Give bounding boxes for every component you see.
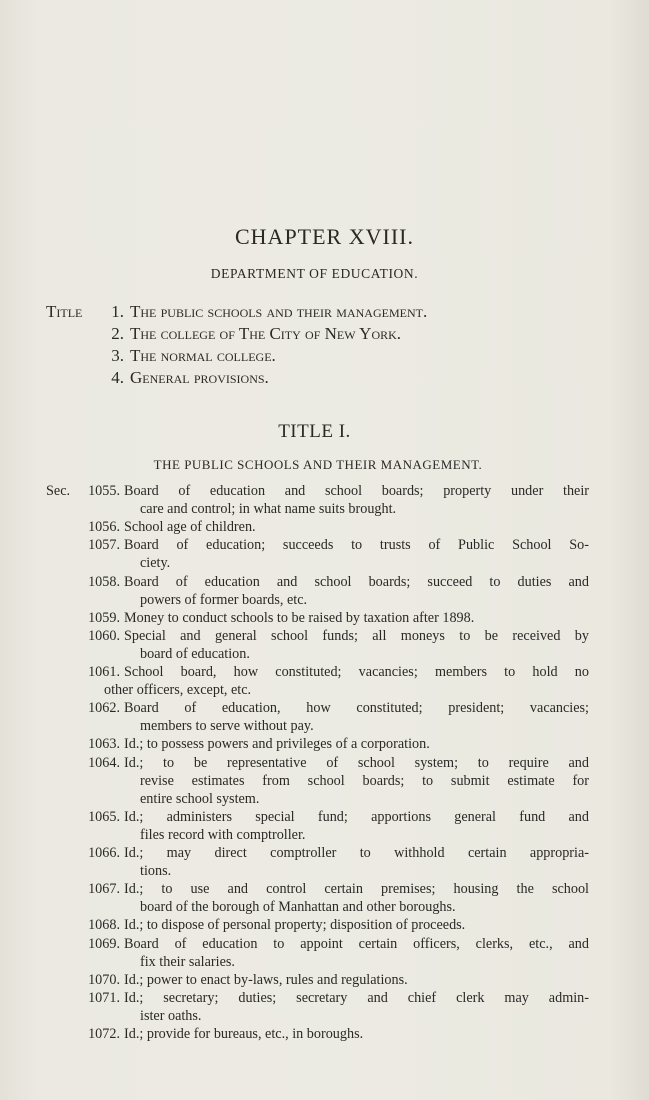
section-number: 1055. [88, 483, 120, 499]
section-text: members to serve without pay. [140, 718, 314, 735]
section-number: 1071. [88, 989, 120, 1006]
section-text: Id.; to possess powers and privileges of a corporation. [124, 736, 430, 753]
title-heading: TITLE I. [278, 421, 351, 442]
section-text: School board, how constituted; vacancies; members to hold no [124, 664, 589, 680]
section-number: 1063. [88, 736, 120, 753]
section-number: 1068. [88, 917, 120, 934]
title-text: The college of The City of New York. [130, 324, 402, 343]
section-number: 1072. [88, 1026, 120, 1042]
section-text: tions. [140, 863, 172, 880]
section-text: entire school system. [140, 790, 260, 807]
section-text: powers of former boards, etc. [140, 591, 308, 608]
section-number: 1070. [88, 971, 120, 988]
section-text: Id.; provide for bureaus, etc., in boroughs. [124, 1026, 364, 1042]
section-text: Id.; administers special fund; apportions general fund and [124, 808, 589, 825]
section-text: Board of education, how constituted; president; vacancies; [124, 700, 589, 717]
section-text: Board of education to appoint certain officers, clerks, etc., and [124, 935, 589, 952]
department-heading: DEPARTMENT OF EDUCATION. [210, 266, 419, 281]
section-text: Id.; to use and control certain premises; housing the school [124, 881, 589, 898]
title-label: Title [46, 302, 83, 321]
section-text: Board of education and school boards; property under their [124, 483, 589, 499]
section-prefix: Sec. [46, 483, 71, 499]
section-text: board of education. [140, 645, 250, 662]
section-number: 1061. [88, 664, 120, 680]
section-text: files record with comptroller. [140, 826, 306, 843]
title-text: The public schools and their management. [130, 302, 428, 321]
section-text: Board of education; succeeds to trusts of Public School So- [124, 537, 589, 554]
section-number: 1059. [88, 609, 120, 626]
section-text: Id.; to be representative of school system; to require and [124, 754, 589, 771]
section-number: 1067. [88, 881, 120, 898]
section-text: board of the borough of Manhattan and other boroughs. [140, 899, 456, 916]
chapter-heading: CHAPTER XVIII. [235, 224, 414, 249]
section-number: 1056. [88, 519, 120, 536]
section-text: Id.; power to enact by-laws, rules and regulations. [124, 971, 408, 988]
section-number: 1058. [88, 573, 120, 590]
section-text: fix their salaries. [140, 953, 235, 970]
section-number: 1066. [88, 845, 120, 861]
section-number: 1062. [88, 700, 120, 717]
title-number: 2. [111, 324, 124, 343]
section-number: 1060. [88, 627, 120, 644]
section-number: 1064. [88, 754, 120, 771]
section-text: Special and general school funds; all moneys to be received by [124, 627, 589, 644]
section-text: ister oaths. [140, 1007, 202, 1024]
section-text: care and control; in what name suits brought. [140, 501, 397, 518]
title-number: 3. [111, 346, 124, 365]
title-number: 1. [111, 302, 124, 321]
section-number: 1065. [88, 808, 120, 825]
title-subheading: THE PUBLIC SCHOOLS AND THEIR MANAGEMENT. [153, 457, 483, 472]
section-number: 1057. [88, 537, 120, 554]
title-number: 4. [111, 368, 124, 387]
section-text: School age of children. [124, 519, 256, 536]
title-text: General provisions. [130, 368, 269, 387]
section-text: other officers, except, etc. [104, 682, 252, 699]
section-text: Board of education and school boards; succeed to duties and [124, 573, 589, 590]
section-text: revise estimates from school boards; to submit estimate for [140, 772, 589, 789]
section-number: 1069. [88, 935, 120, 952]
section-text: Id.; secretary; duties; secretary and chief clerk may admin- [124, 989, 589, 1006]
section-text: Id.; to dispose of personal property; disposition of proceeds. [124, 917, 466, 934]
title-text: The normal college. [130, 346, 276, 365]
section-text: Money to conduct schools to be raised by taxation after 1898. [124, 609, 475, 626]
section-text: Id.; may direct comptroller to withhold certain appropria- [124, 845, 589, 861]
section-text: ciety. [140, 555, 171, 572]
